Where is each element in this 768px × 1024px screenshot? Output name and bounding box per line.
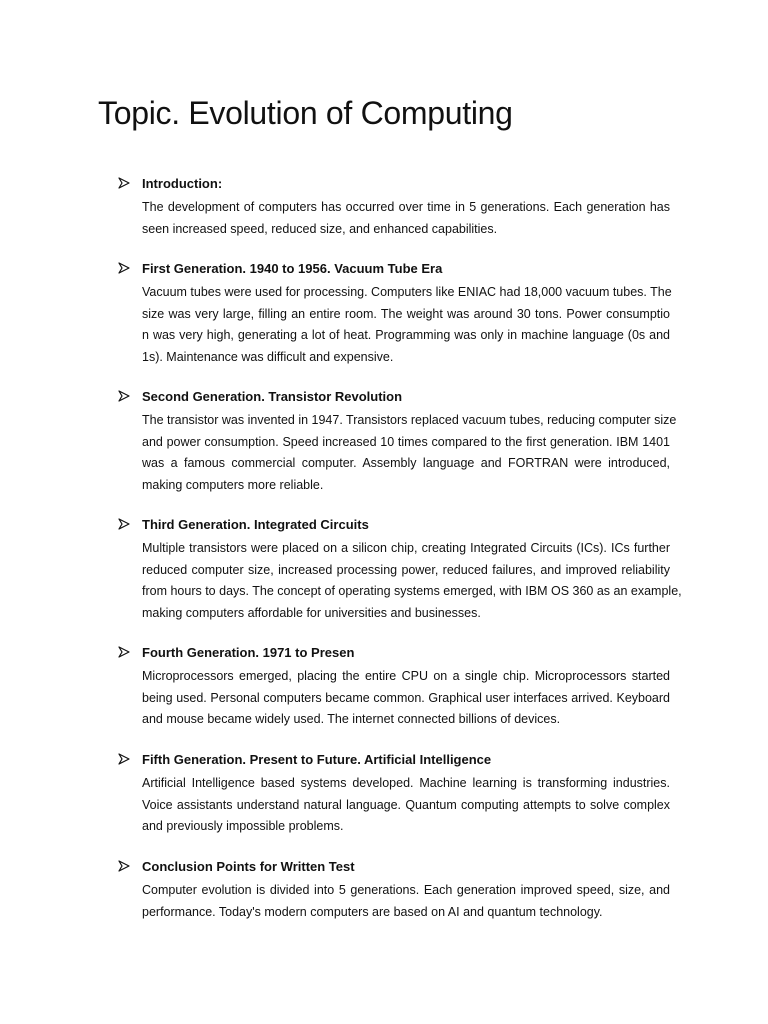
page-title: Topic. Evolution of Computing (98, 95, 513, 131)
section-heading: Fifth Generation. Present to Future. Artificial Intelligence (142, 752, 492, 767)
section-body (142, 282, 670, 368)
body-line: being used. Personal computers became common. Graphical user interfaces arrived. Keyboard (142, 690, 670, 705)
body-line: and mouse became widely used. The internet connected billions of devices. (142, 712, 561, 726)
body-line: and power consumption. Speed increased 10 times compared to the first generation. IBM 1401 (142, 434, 670, 449)
body-line: 1s). Maintenance was difficult and expensive. (142, 349, 394, 364)
section-body (142, 880, 670, 923)
section-heading: Third Generation. Integrated Circuits (142, 517, 369, 532)
section-body (142, 666, 670, 731)
arrow-bullet-icon (118, 518, 130, 530)
body-line: seen increased speed, reduced size, and enhanced capabilities. (142, 221, 498, 236)
body-line: Vacuum tubes were used for processing. Computers like ENIAC had 18,000 vacuum tubes. The (142, 285, 672, 299)
body-line: reduced computer size, increased processing power, reduced failures, and improved reliability (142, 562, 670, 577)
arrow-bullet-icon (118, 177, 130, 189)
arrow-bullet-icon (118, 860, 130, 872)
arrow-bullet-icon (118, 646, 130, 658)
section-heading: First Generation. 1940 to 1956. Vacuum Tube Era (142, 261, 443, 276)
body-line: Artificial Intelligence based systems developed. Machine learning is transforming industries. (142, 776, 670, 790)
body-line: and previously impossible problems. (142, 819, 344, 833)
body-line: Microprocessors emerged, placing the entire CPU on a single chip. Microprocessors started (142, 669, 670, 683)
body-line: performance. Today's modern computers are based on AI and quantum technology. (142, 904, 603, 919)
section-heading: Second Generation. Transistor Revolution (142, 389, 403, 404)
body-line: was a famous commercial computer. Assembly language and FORTRAN were introduced, (142, 456, 670, 470)
body-line: The development of computers has occurred over time in 5 generations. Each generation has (142, 200, 670, 214)
body-line: Computer evolution is divided into 5 generations. Each generation improved speed, size, and (142, 883, 670, 897)
arrow-bullet-icon (118, 390, 130, 402)
body-line: making computers more reliable. (142, 477, 324, 492)
body-line: Voice assistants understand natural language. Quantum computing attempts to solve complex (142, 797, 670, 812)
body-line: from hours to days. The concept of operating systems emerged, with IBM OS 360 as an example, (142, 584, 682, 598)
body-line: The transistor was invented in 1947. Transistors replaced vacuum tubes, reducing computer size (142, 413, 677, 427)
section-body (142, 773, 670, 838)
section-body (142, 538, 682, 624)
body-line: making computers affordable for universities and businesses. (142, 605, 481, 620)
section-body (142, 410, 677, 496)
section-heading: Conclusion Points for Written Test (142, 859, 355, 874)
body-line: n was very high, generating a lot of heat. Programming was only in machine language (0s and (142, 328, 670, 342)
arrow-bullet-icon (118, 753, 130, 765)
arrow-bullet-icon (118, 262, 130, 274)
body-line: size was very large, filling an entire room. The weight was around 30 tons. Power consumptio (142, 306, 670, 321)
section-body (142, 197, 670, 240)
section-heading: Introduction: (142, 176, 223, 191)
section-heading: Fourth Generation. 1971 to Presen (142, 645, 355, 660)
body-line: Multiple transistors were placed on a silicon chip, creating Integrated Circuits (ICs). ICs further (142, 541, 670, 555)
